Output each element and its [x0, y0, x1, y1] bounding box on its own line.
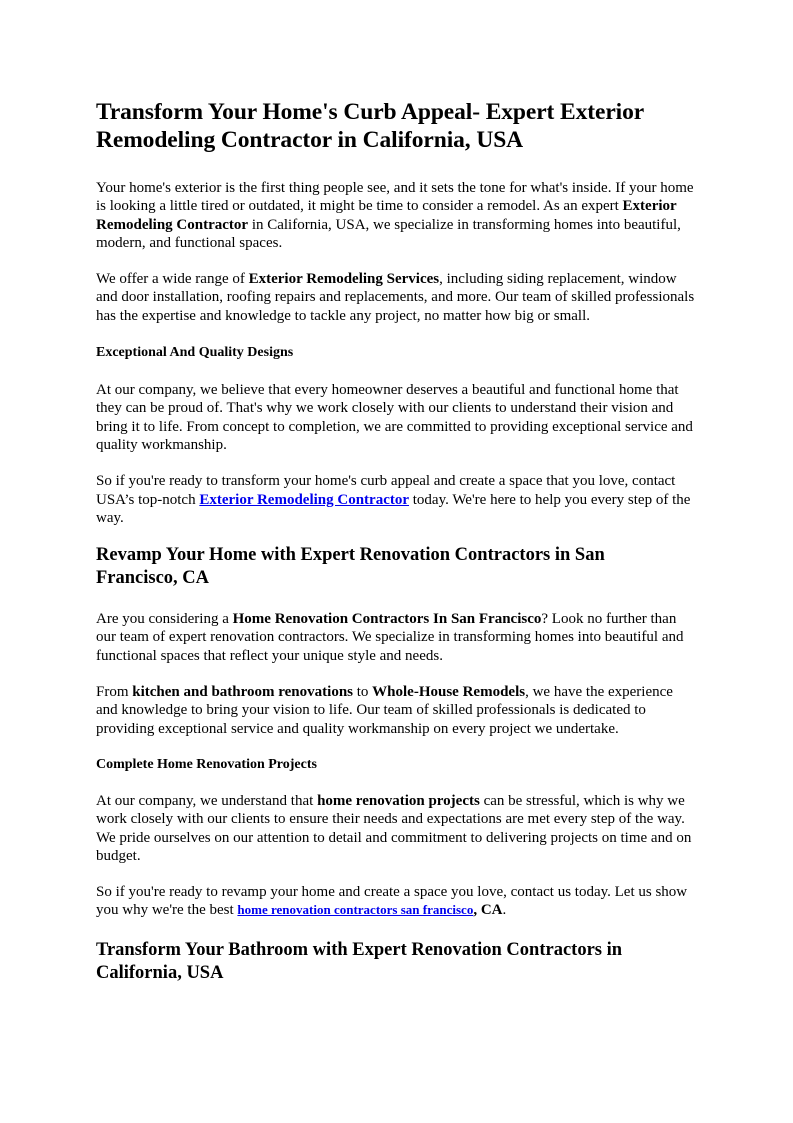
bold-text: Exterior Remodeling Contractor: [96, 198, 677, 233]
text: , including siding replacement, window and door installation, roofing repairs and replacements, and more. Our team of skilled professionals has the expertise and knowledge to tackle any project, no matter how big or small.: [96, 271, 695, 324]
bold-text: CA: [477, 902, 503, 919]
revamp-paragraph-1: [96, 610, 696, 665]
bold-text: Whole-House Remodels: [372, 684, 526, 701]
text: today. We're here to help you every step of the way.: [96, 491, 691, 526]
bold-text: kitchen and bathroom renovations: [132, 684, 353, 701]
comma: ,: [473, 902, 478, 919]
section-heading-revamp-home: Revamp Your Home with Expert Renovation Contractors in San Francisco, CA: [96, 545, 605, 589]
bold-text: Exterior Remodeling Services: [248, 271, 440, 288]
text: can be stressful, which is why we work closely with our clients to ensure their needs and expectations are met every step of the way. We pride ourselves on our attention to detail and commitment to delivering projects on time and on budget.: [96, 792, 692, 864]
complete-projects-paragraph-2: [96, 883, 696, 920]
text: , we have the experience and knowledge to bring your vision to life. Our team of skilled professionals is dedicated to providing exceptional service and quality workmanship on every project we undertake.: [96, 684, 673, 737]
bold-text: Home Renovation Contractors In San Francisco: [232, 611, 542, 628]
home-renovation-contractors-link[interactable]: home renovation contractors san francisco: [237, 902, 474, 918]
text: So if you're ready to revamp your home and create a space you love, contact us today. Let us show you why we're the best: [96, 884, 688, 919]
text: So if you're ready to transform your home's curb appeal and create a space that you love, contact USA’s top-notch: [96, 473, 676, 508]
text: We offer a wide range of: [96, 271, 249, 288]
text: Are you considering a: [96, 611, 233, 628]
complete-projects-paragraph-1: [96, 792, 696, 865]
text: to: [353, 684, 373, 701]
text: From: [96, 684, 133, 701]
text: .: [502, 902, 507, 919]
section-heading-bathroom: Transform Your Bathroom with Expert Renovation Contractors in California, USA: [96, 939, 623, 983]
text: ? Look no further than our team of expert renovation contractors. We specialize in transforming homes into beautiful and functional spaces that reflect your unique style and needs.: [96, 611, 684, 664]
document-content: [96, 98, 696, 985]
exterior-remodeling-contractor-link[interactable]: Exterior Remodeling Contractor: [199, 491, 410, 508]
bold-text: home renovation projects: [317, 792, 480, 809]
section-heading-complete-projects: Complete Home Renovation Projects: [96, 756, 317, 772]
text: Your home's exterior is the first thing people see, and it sets the tone for what's inside. If your home is looking a little tired or outdated, it might be time to consider a remodel. As an expert: [96, 180, 694, 215]
quality-designs-paragraph-1: At our company, we believe that every homeowner deserves a beautiful and functional home that they can be proud of. That's why we work closely with our clients to understand their vision and bring it to life. From concept to completion, we are committed to providing exceptional service and quality workmanship.: [96, 382, 693, 453]
section-heading-quality-designs: Exceptional And Quality Designs: [96, 345, 294, 361]
quality-designs-paragraph-2: [96, 472, 696, 527]
text: At our company, we understand that: [96, 792, 318, 809]
intro-paragraph-2: [96, 270, 696, 325]
page-title: Transform Your Home's Curb Appeal- Expert Exterior Remodeling Contractor in California, USA: [96, 99, 644, 153]
revamp-paragraph-2: [96, 683, 696, 738]
text: in California, USA, we specialize in transforming homes into beautiful, modern, and functional spaces.: [96, 216, 681, 251]
intro-paragraph-1: [96, 179, 696, 252]
